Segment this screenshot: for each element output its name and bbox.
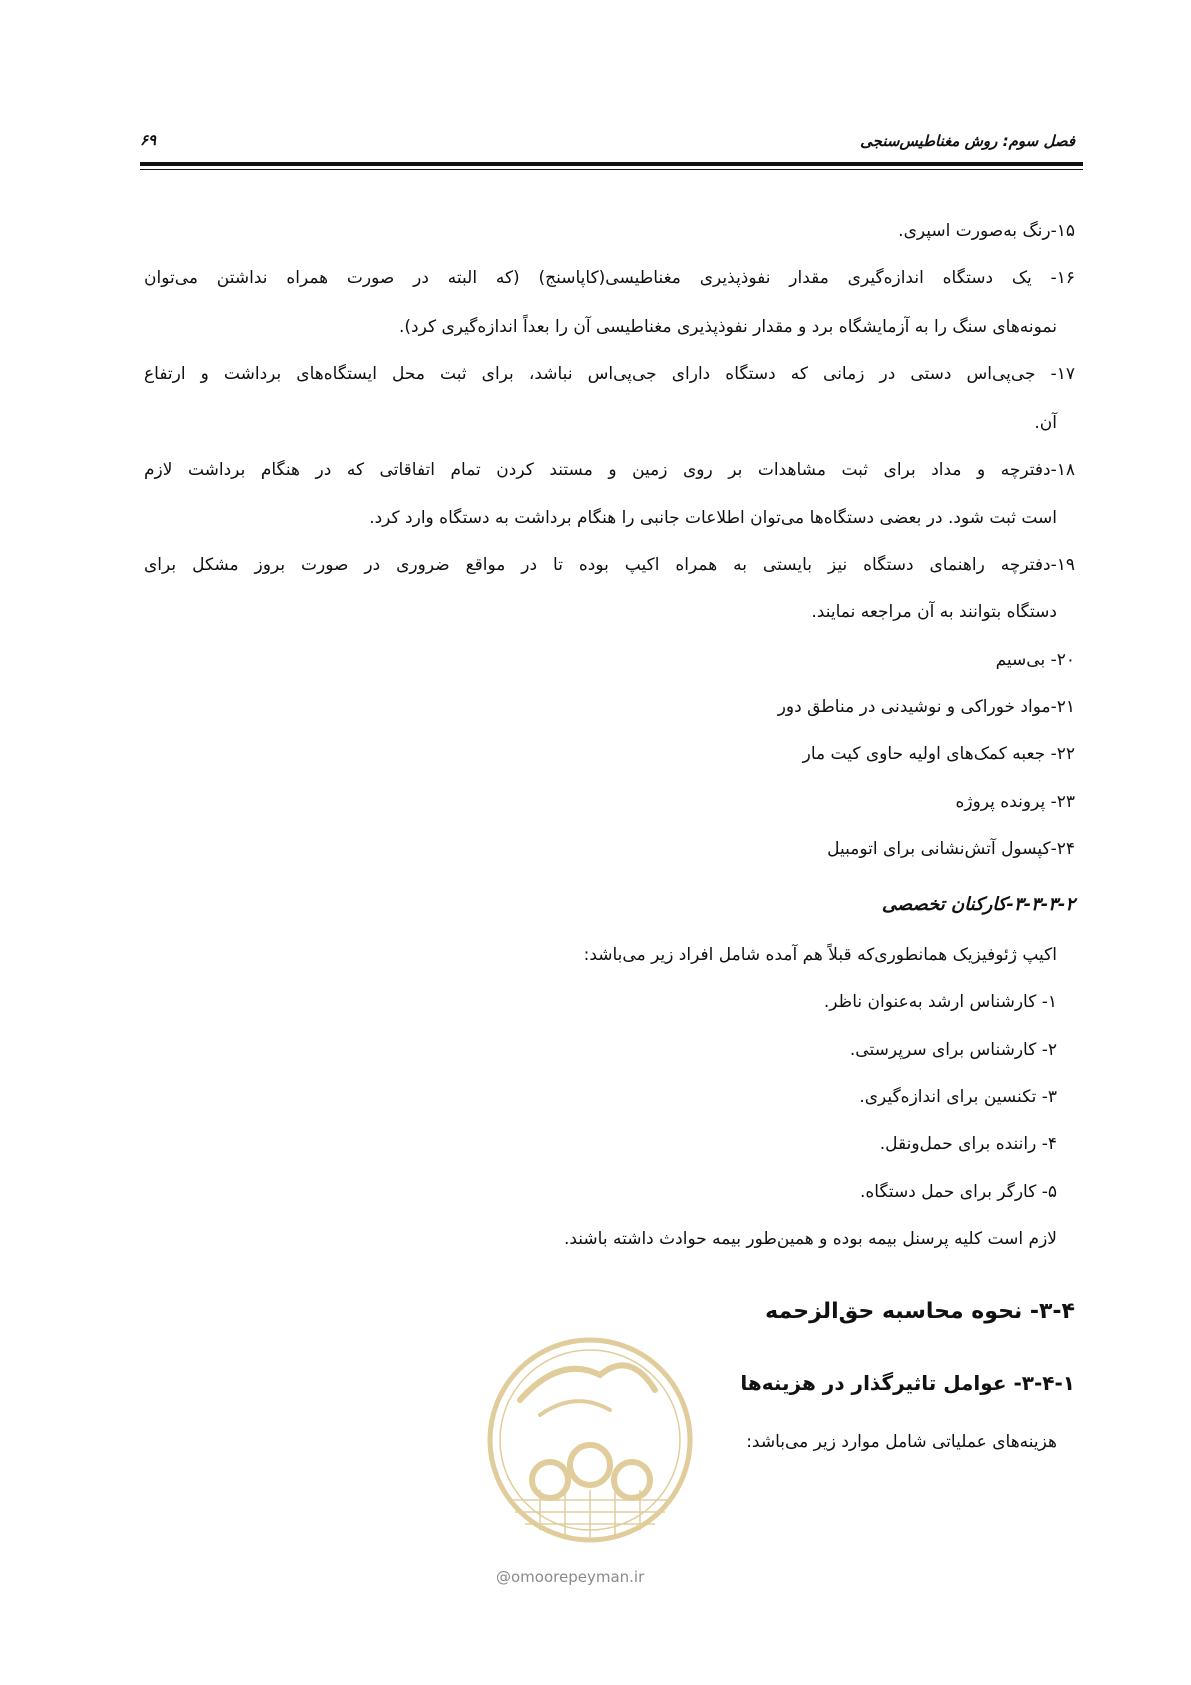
header-rule-thin <box>140 169 1083 170</box>
list-item-16-line1: ۱۶- یک دستگاه اندازه‌گیری مقدار نفوذپذیری مغناطیسی(کاپاسنج) (که البته در صورت همراه نداشتن می‌توان <box>144 268 1075 288</box>
list-item-17-line1: ۱۷- جی‌پی‌اس دستی در زمانی که دستگاه دارای جی‌پی‌اس نباشد، برای ثبت محل ایستگاه‌های برداشت و ارتفاع <box>144 364 1075 384</box>
list-item-16-line2: نمونه‌های سنگ را به آزمایشگاه برد و مقدار نفوذپذیری مغناطیسی آن را بعداً اندازه‌گیری کرد). <box>399 317 1057 337</box>
list-item-21: ۲۱-مواد خوراکی و نوشیدنی در مناطق دور <box>777 697 1075 717</box>
list-item-15: ۱۵-رنگ به‌صورت اسپری. <box>898 221 1075 241</box>
watermark-text: @omoorepeyman.ir <box>496 1568 645 1586</box>
staff-item-3: ۳- تکنسین برای اندازه‌گیری. <box>859 1087 1057 1107</box>
section-heading-fee: ۳-۴- نحوه محاسبه حق‌الزحمه <box>765 1299 1075 1324</box>
staff-note: لازم است کلیه پرسنل بیمه بوده و همین‌طور بیمه حوادث داشته باشند. <box>563 1229 1057 1249</box>
list-item-17-line2: آن. <box>1034 413 1057 433</box>
watermark-logo-icon <box>480 1330 700 1590</box>
staff-item-1: ۱- کارشناس ارشد به‌عنوان ناظر. <box>823 992 1057 1012</box>
list-item-20: ۲۰- بی‌سیم <box>995 650 1075 670</box>
list-item-18-line2: است ثبت شود. در بعضی دستگاه‌ها می‌توان اطلاعات جانبی را هنگام برداشت به دستگاه وارد کرد. <box>369 508 1057 528</box>
page-number: ۶۹ <box>140 131 157 149</box>
staff-item-5: ۵- کارگر برای حمل دستگاه. <box>859 1182 1057 1202</box>
staff-item-2: ۲- کارشناس برای سرپرستی. <box>849 1040 1057 1060</box>
list-item-18-line1: ۱۸-دفترچه و مداد برای ثبت مشاهدات بر روی زمین و مستند کردن تمام اتفاقاتی که در هنگام برداشت لازم <box>144 460 1075 480</box>
chapter-title: فصل سوم: روش مغناطیس‌سنجی <box>860 132 1075 150</box>
staff-intro: اکیپ ژئوفیزیک همانطوری‌که قبلاً هم آمده شامل افراد زیر می‌باشد: <box>583 945 1057 965</box>
list-item-19-line1: ۱۹-دفترچه راهنمای دستگاه نیز بایستی به همراه اکیپ بوده تا در مواقع ضروری در صورت بروز مشکل برای <box>144 555 1075 575</box>
section-heading-staff: ۳-۳-۳-۲-کارکنان تخصصی <box>881 894 1075 915</box>
list-item-22: ۲۲- جعبه کمک‌های اولیه حاوی کیت مار <box>802 744 1075 764</box>
list-item-24: ۲۴-کپسول آتش‌نشانی برای اتومبیل <box>827 839 1075 859</box>
list-item-19-line2: دستگاه بتوانند به آن مراجعه نمایند. <box>811 602 1057 622</box>
staff-item-4: ۴- راننده برای حمل‌ونقل. <box>879 1134 1057 1154</box>
list-item-23: ۲۳- پرونده پروژه <box>955 792 1075 812</box>
header-rule-thick <box>140 162 1083 166</box>
section-heading-costs: ۳-۴-۱- عوامل تاثیرگذار در هزینه‌ها <box>740 1371 1075 1395</box>
costs-intro: هزینه‌های عملیاتی شامل موارد زیر می‌باشد: <box>746 1432 1057 1452</box>
